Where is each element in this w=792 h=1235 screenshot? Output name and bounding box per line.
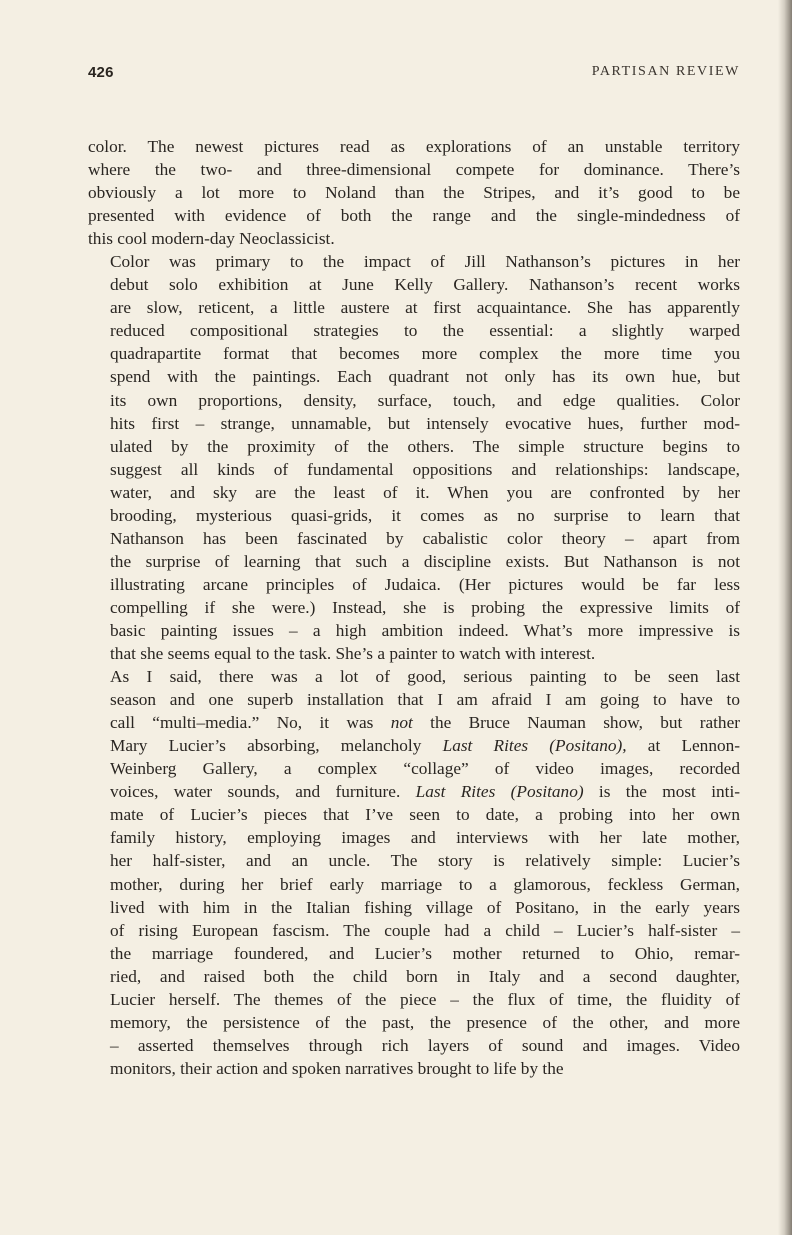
text-line: debut solo exhibition at June Kelly Gallery. Nathanson’s recent works — [110, 275, 740, 295]
text-line: the surprise of learning that such a discipline exists. But Nathanson is not — [110, 551, 740, 571]
paragraph — [88, 665, 740, 1080]
text-line: call “multi–media.” No, it was not the Bruce Nauman show, but rather — [110, 713, 740, 733]
text-line: ried, and raised both the child born in Italy and a second daughter, — [110, 966, 740, 986]
text-line: illustrating arcane principles of Judaica. (Her pictures would be far less — [110, 574, 740, 594]
text-line: obviously a lot more to Noland than the Stripes, and it’s good to be — [88, 183, 740, 203]
text-line: brooding, mysterious quasi-grids, it comes as no surprise to learn that — [110, 505, 740, 525]
text-line: her half-sister, and an uncle. The story is relatively simple: Lucier’s — [110, 851, 740, 871]
text-line: mother, during her brief early marriage to a glamorous, feckless German, — [110, 874, 740, 894]
text-line: its own proportions, density, surface, touch, and edge qualities. Color — [110, 390, 740, 410]
journal-title: PARTISAN REVIEW — [591, 64, 740, 79]
text-line: spend with the paintings. Each quadrant not only has its own hue, but — [110, 367, 740, 387]
text-line: Mary Lucier’s absorbing, melancholy Last Rites (Positano), at Lennon- — [110, 736, 741, 756]
text-line: Color was primary to the impact of Jill Nathanson’s pictures in her — [110, 252, 740, 272]
page-number: 426 — [88, 64, 114, 81]
article-body — [88, 135, 740, 1080]
text-line: As I said, there was a lot of good, serious painting to be seen last — [110, 667, 740, 687]
text-line: that she seems equal to the task. She’s a painter to watch with interest. — [110, 644, 596, 664]
text-line: season and one superb installation that I am afraid I am going to have to — [110, 690, 740, 710]
text-line: color. The newest pictures read as explorations of an unstable territory — [88, 137, 740, 156]
text-line: monitors, their action and spoken narratives brought to life by the — [110, 1058, 564, 1078]
text-line: memory, the persistence of the past, the presence of the other, and more — [110, 1012, 740, 1032]
text-line: family history, employing images and interviews with her late mother, — [110, 828, 740, 848]
text-line: lived with him in the Italian fishing village of Positano, in the early years — [110, 897, 740, 917]
text-line: compelling if she were.) Instead, she is probing the expressive limits of — [110, 597, 740, 617]
text-line: reduced compositional strategies to the essential: a slightly warped — [110, 321, 740, 341]
text-line: presented with evidence of both the range and the single-mindedness of — [88, 206, 740, 226]
text-line: – asserted themselves through rich layers of sound and images. Video — [110, 1035, 740, 1055]
text-line: mate of Lucier’s pieces that I’ve seen to date, a probing into her own — [110, 805, 740, 825]
text-line: quadrapartite format that becomes more complex the more time you — [110, 344, 740, 364]
text-line: Nathanson has been fascinated by cabalistic color theory – apart from — [110, 528, 740, 548]
text-line: hits first – strange, unnamable, but intensely evocative hues, further mod- — [110, 413, 740, 433]
italic-title: Last Rites (Positano), — [442, 736, 627, 756]
text-line: Lucier herself. The themes of the piece – the flux of time, the fluidity of — [110, 989, 740, 1009]
text-line: water, and sky are the least of it. When you are confronted by her — [110, 482, 740, 502]
italic-title: Last Rites (Positano) — [415, 782, 584, 802]
paragraph — [88, 250, 740, 665]
text-line: this cool modern-day Neoclassicist. — [88, 229, 335, 249]
paragraph — [88, 135, 740, 250]
running-head — [88, 64, 740, 86]
text-line: the marriage foundered, and Lucier’s mother returned to Ohio, remar- — [110, 943, 740, 963]
text-line: voices, water sounds, and furniture. Last Rites (Positano) is the most inti- — [110, 782, 741, 802]
text-line: are slow, reticent, a little austere at first acquaintance. She has apparently — [110, 298, 740, 318]
text-line: of rising European fascism. The couple had a child – Lucier’s half-sister – — [110, 920, 740, 940]
text-line: Weinberg Gallery, a complex “collage” of video images, recorded — [110, 759, 740, 779]
italic-title: not — [390, 713, 413, 733]
page-edge-shadow — [778, 0, 792, 1235]
text-line: where the two- and three-dimensional compete for dominance. There’s — [88, 160, 740, 180]
text-line: suggest all kinds of fundamental oppositions and relationships: landscape, — [110, 459, 740, 479]
text-line: ulated by the proximity of the others. The simple structure begins to — [110, 436, 740, 456]
text-line: basic painting issues – a high ambition indeed. What’s more impressive is — [110, 620, 740, 640]
